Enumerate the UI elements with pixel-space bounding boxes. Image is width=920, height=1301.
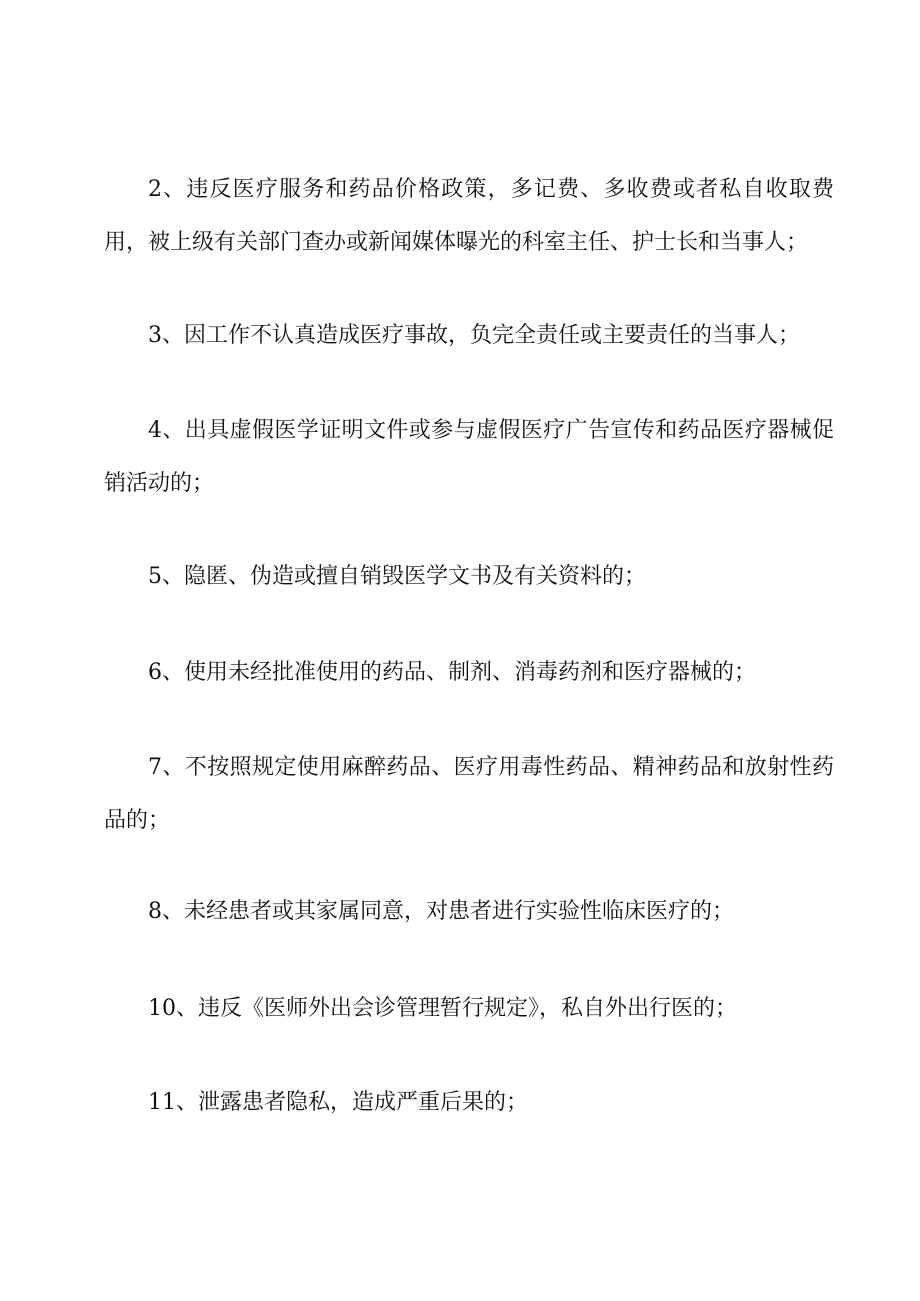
list-item-4: 4、出具虚假医学证明文件或参与虚假医疗广告宣传和药品医疗器械促销活动的； [104, 418, 834, 496]
list-item-2: 2、违反医疗服务和药品价格政策，多记费、多收费或者私自收取费用，被上级有关部门查办或新闻媒体曝光的科室主任、护士长和当事人； [104, 177, 834, 255]
list-item-11: 11、泄露患者隐私，造成严重后果的； [148, 1090, 528, 1115]
list-item-6: 6、使用未经批准使用的药品、制剂、消毒药剂和医疗器械的； [148, 660, 756, 685]
list-item-3: 3、因工作不认真造成医疗事故，负完全责任或主要责任的当事人； [148, 323, 800, 348]
list-item-5: 5、隐匿、伪造或擅自销毁医学文书及有关资料的； [148, 564, 646, 589]
list-item-7: 7、不按照规定使用麻醉药品、医疗用毒性药品、精神药品和放射性药品的； [104, 755, 834, 833]
list-item-10: 10、违反《医师外出会诊管理暂行规定》，私自外出行医的； [148, 996, 737, 1021]
list-item-8: 8、未经患者或其家属同意，对患者进行实验性临床医疗的； [148, 899, 734, 924]
